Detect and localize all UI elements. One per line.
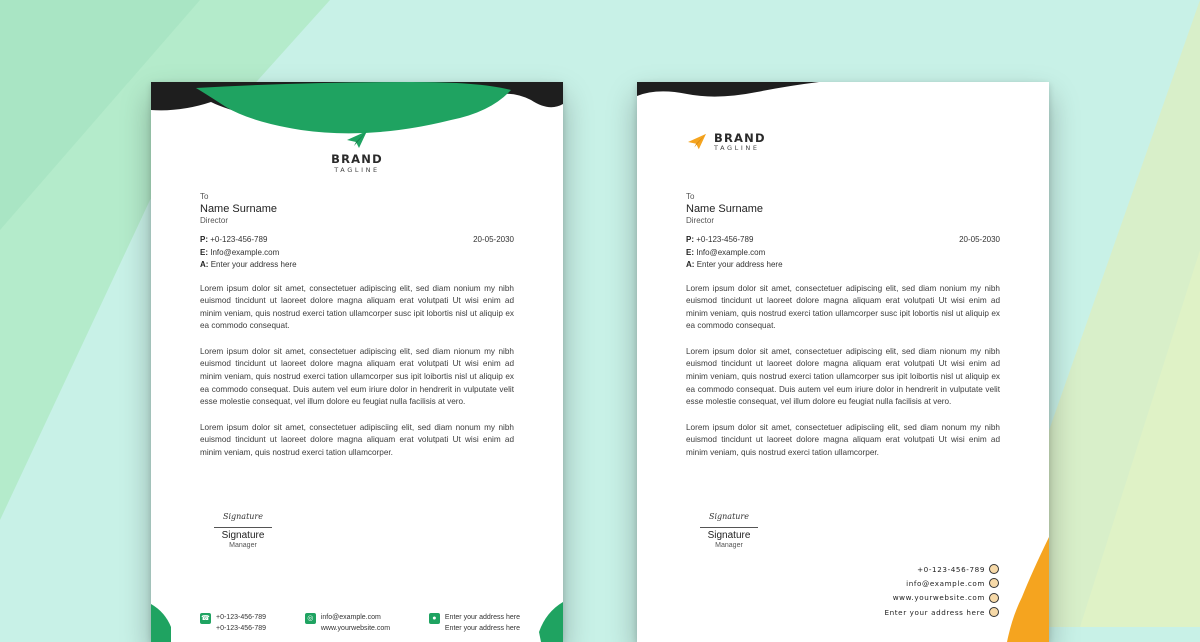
recipient-role: Director: [686, 216, 715, 225]
footer-website: www.yourwebsite.com: [884, 591, 999, 605]
footer-contacts: [200, 612, 520, 634]
to-label: To: [686, 192, 695, 201]
recipient-name: Name Surname: [686, 203, 764, 215]
footer-address: ● Enter your address here Enter your address here: [429, 612, 520, 634]
signature-script: Signature: [222, 512, 263, 521]
email-line: E: Info@example.com: [200, 247, 280, 257]
globe-icon: ◎: [305, 613, 316, 624]
footer-email: info@example.com: [884, 576, 999, 590]
contact-row: [686, 234, 1000, 272]
paragraph: Lorem ipsum dolor sit amet, consectetuer adipisciing elit, sed diam nonum my nibh euismod tincidunt ut laoreet dolore magna aliquam erat volutpati Ut wisi enim ad minim veniam, quis nostrud exerci tation ullamcorper.: [686, 422, 1000, 458]
recipient-name: Name Surname: [200, 203, 278, 215]
signature-block: [698, 512, 760, 549]
recipient-role: Director: [200, 216, 229, 225]
paragraph: Lorem ipsum dolor sit amet, consectetuer adipiscing elit, sed diam nonium my nibh euismod tincidunt ut laoreet dolore magna aliquam erat volutpati Ut wisi enim ad minim veniam, quis nostrud exerci tation ullamcorper susc ipit lobortis nisl ut aliquip ex ea commodo consequat.: [200, 283, 514, 331]
signature-role: Manager: [715, 542, 743, 549]
footer-phone: +0-123-456-789: [884, 562, 999, 576]
footer-contacts: [884, 562, 999, 619]
signature-block: [212, 512, 274, 549]
letter-date: 20-05-2030: [959, 235, 1000, 244]
signature-title: Signature: [707, 530, 751, 541]
phone-line: P: +0-123-456-789: [200, 235, 268, 244]
phone-line: P: +0-123-456-789: [686, 235, 754, 244]
letter-body: [200, 192, 514, 460]
signature-role: Manager: [229, 542, 257, 549]
paper-plane-icon: [345, 130, 369, 150]
paragraph: Lorem ipsum dolor sit amet, consectetuer adipiscing elit, sed diam nionum my nibh euismod tincidunt ut laoreet dolore magna aliquam erat volutpati Ut wisi enim ad minim veniam, quis nostrud exerci tation ullamcorper sus ipit loibortis nisl ut aliquip ex ea commodo consequat. Duis autem vel eum iriure dolor in hendrerit in vulputate velit esse molestie consequat, vel illum dolore eu feugiat nulla facilisis at vero.: [686, 346, 1000, 407]
signature-line: [214, 527, 272, 528]
paragraph: Lorem ipsum dolor sit amet, consectetuer adipiscing elit, sed diam nonium my nibh euismod tincidunt ut laoreet dolore magna aliquam erat volutpati Ut wisi enim ad minim veniam, quis nostrud exerci tation ullamcorper susc ipit lobortis nisl ut aliquip ex ea commodo consequat.: [686, 283, 1000, 331]
signature-line: [700, 527, 758, 528]
paragraph: Lorem ipsum dolor sit amet, consectetuer adipiscing elit, sed diam nionum my nibh euismod tincidunt ut laoreet dolore magna aliquam erat volutpati Ut wisi enim ad minim veniam, quis nostrud exerci tation ullamcorper sus ipit loibortis nisl ut aliquip ex ea commodo consequat. Duis autem vel eum iriure dolor in hendrerit in vulputate velit esse molestie consequat, vel illum dolore eu feugiat nulla facilisis at vero.: [200, 346, 514, 407]
email-icon: [989, 578, 999, 588]
footer-phone: ☎ +0-123-456-789 +0-123-456-789: [201, 614, 267, 632]
letterhead-orange: [637, 82, 1049, 642]
to-label: To: [200, 192, 209, 201]
footer-address: Enter your address here: [884, 605, 999, 619]
brand-name: BRAND: [714, 131, 766, 145]
footer-email: ◎ info@example.com www.yourwebsite.com: [305, 612, 390, 634]
signature-script: Signature: [708, 512, 749, 521]
email-line: E: Info@example.com: [686, 247, 766, 257]
brand-tagline: TAGLINE: [714, 143, 760, 152]
paragraph: Lorem ipsum dolor sit amet, consectetuer adipisciing elit, sed diam nonum my nibh euismod tincidunt ut laoreet dolore magna aliquam erat volutpati Ut wisi enim ad minim veniam, quis nostrud exerci tation ullamcorper.: [200, 422, 514, 458]
address-line: A: Enter your address here: [200, 260, 297, 269]
letter-date: 20-05-2030: [473, 235, 514, 244]
address-line: A: Enter your address here: [686, 260, 783, 269]
letter-body: [686, 192, 1000, 460]
signature-title: Signature: [221, 530, 265, 541]
brand-logo: [686, 132, 766, 152]
phone-icon: [989, 564, 999, 574]
location-pin-icon: [989, 607, 999, 617]
phone-icon: ☎: [201, 615, 210, 622]
brand-tagline: TAGLINE: [334, 166, 380, 174]
contact-row: [200, 234, 514, 272]
brand-name: BRAND: [331, 152, 383, 166]
globe-icon: [989, 593, 999, 603]
letterhead-green: [151, 82, 563, 642]
location-pin-icon: ●: [429, 613, 440, 624]
paper-plane-icon: [686, 133, 708, 151]
brand-logo: [151, 130, 563, 174]
